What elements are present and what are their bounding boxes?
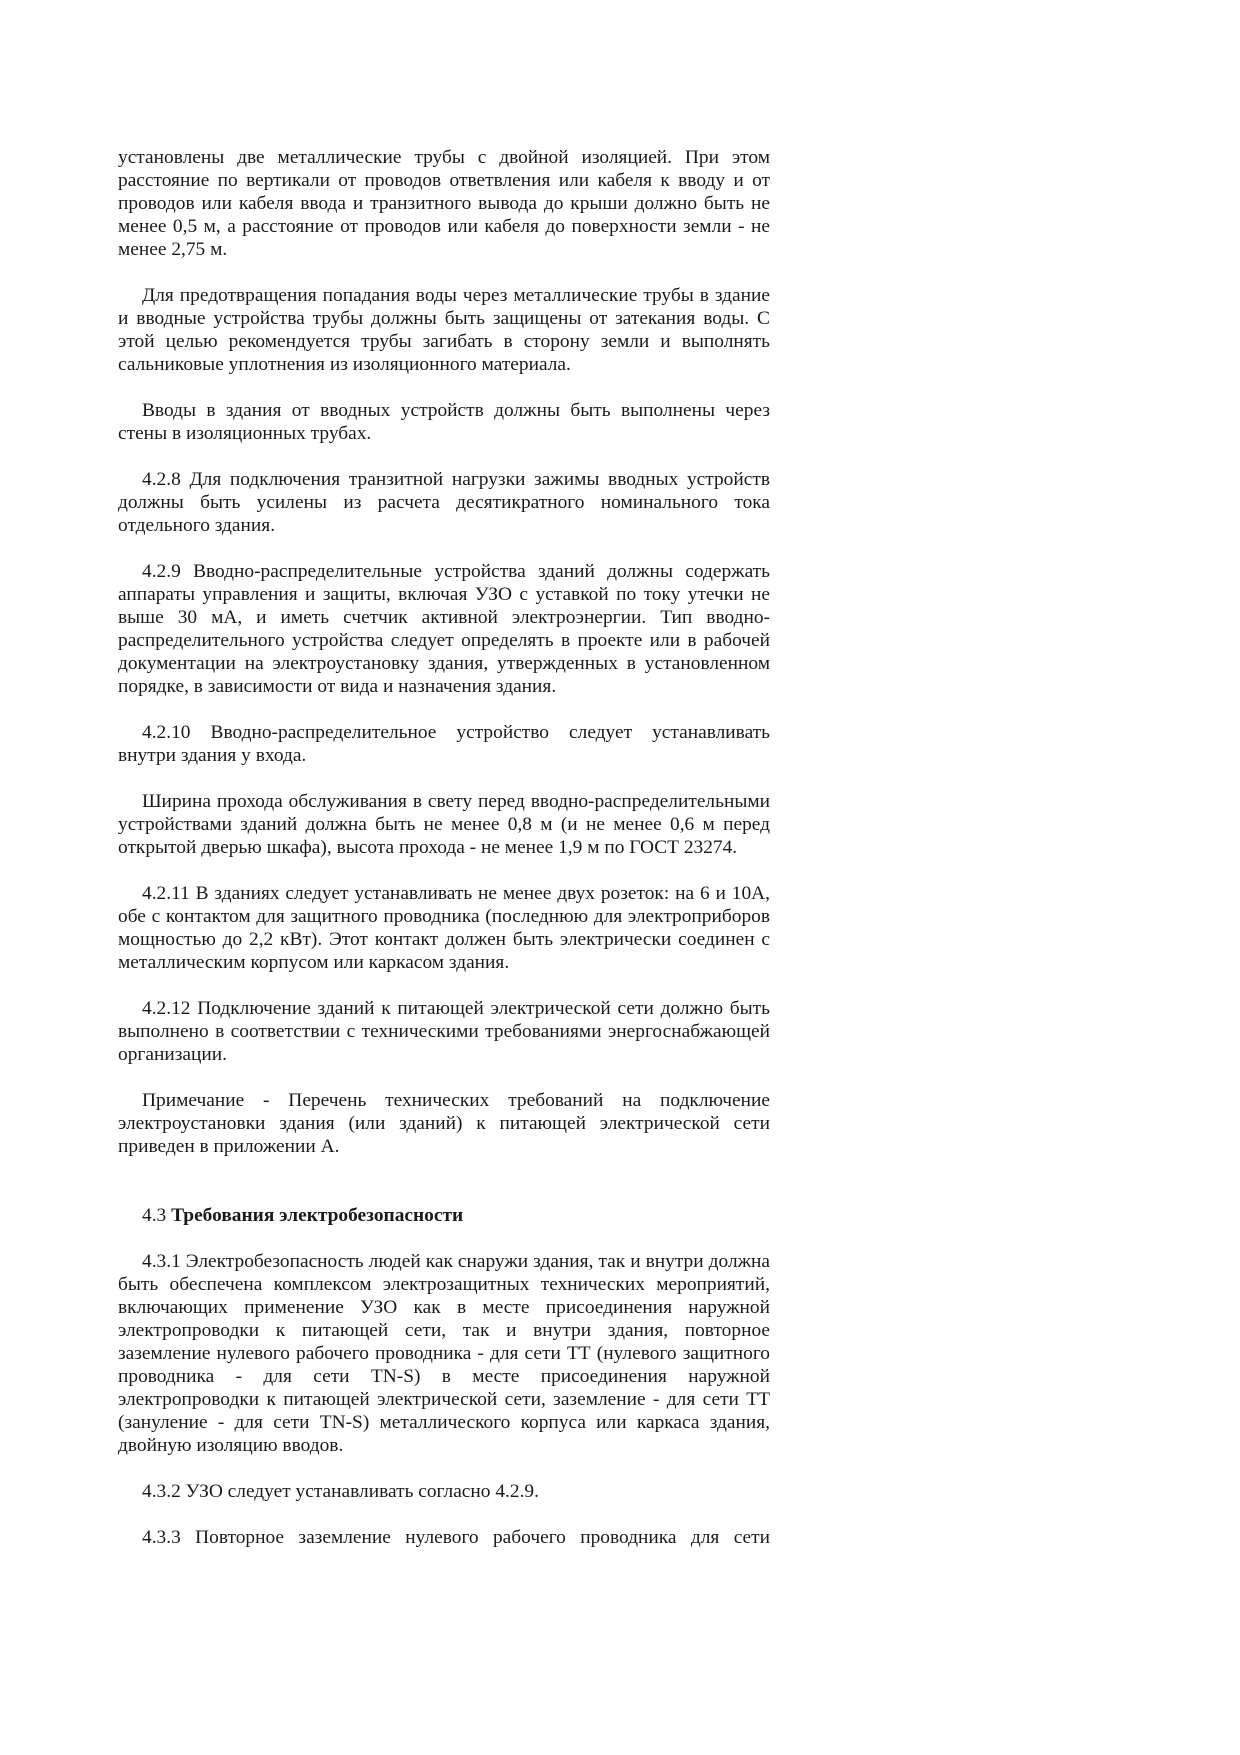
document-page	[118, 146, 770, 1549]
spacer	[118, 767, 770, 790]
spacer	[118, 376, 770, 399]
paragraph-water-protection: Для предотвращения попадания воды через металлические трубы в здание и вводные устройства трубы должны быть защищены от затекания воды. С этой целью рекомендуется трубы загибать в сторону земли и выполнять сальниковые уплотнения из изоляционного материала.	[118, 285, 770, 375]
section-number: 4.3	[142, 1205, 172, 1226]
paragraph-4-3-2: 4.3.2 УЗО следует устанавливать согласно 4.2.9.	[142, 1481, 539, 1502]
spacer	[118, 537, 770, 560]
spacer	[118, 974, 770, 997]
spacer	[118, 698, 770, 721]
spacer	[118, 1158, 770, 1204]
paragraph-4-2-8: 4.2.8 Для подключения транзитной нагрузки зажимы вводных устройств должны быть усилены из расчета десятикратного номинального тока отдельного здания.	[118, 469, 770, 536]
spacer	[118, 1457, 770, 1480]
paragraph-4-2-12: 4.2.12 Подключение зданий к питающей электрической сети должно быть выполнено в соответствии с техническими требованиями энергоснабжающей организации.	[118, 998, 770, 1065]
paragraph-wall-inputs: Вводы в здания от вводных устройств должны быть выполнены через стены в изоляционных трубах.	[118, 400, 770, 444]
paragraph-passage-width: Ширина прохода обслуживания в свету перед вводно-распределительными устройствами зданий должна быть не менее 0,8 м (и не менее 0,6 м перед открытой дверью шкафа), высота прохода - не менее 1,9 м по ГОСТ 23274.	[118, 791, 770, 858]
spacer	[118, 261, 770, 284]
paragraph-4-3-3: 4.3.3 Повторное заземление нулевого рабочего проводника для сети	[142, 1527, 770, 1548]
spacer	[118, 445, 770, 468]
paragraph-4-2-10: 4.2.10 Вводно-распределительное устройство следует устанавливать внутри здания у входа.	[118, 722, 770, 766]
section-title: Требования электробезопасности	[171, 1205, 464, 1226]
spacer	[118, 859, 770, 882]
paragraph-pipes-insulation: установлены две металлические трубы с двойной изоляцией. При этом расстояние по вертикали от проводов ответвления или кабеля к вводу и от проводов или кабеля ввода и транзитного вывода до крыши должно быть не менее 0,5 м, а расстояние от проводов или кабеля до поверхности земли - не менее 2,75 м.	[118, 147, 770, 260]
spacer	[118, 1227, 770, 1250]
paragraph-4-3-1: 4.3.1 Электробезопасность людей как снаружи здания, так и внутри должна быть обеспечена комплексом электрозащитных технических мероприятий, включающих применение УЗО как в месте присоединения наружной электропроводки к питающей сети, так и внутри здания, повторное заземление нулевого рабочего проводника - для сети ТТ (нулевого защитного проводника - для сети TN-S) в месте присоединения наружной электропроводки к питающей электрической сети, заземление - для сети ТТ (зануление - для сети TN-S) металлического корпуса или каркаса здания, двойную изоляцию вводов.	[118, 1251, 770, 1456]
spacer	[118, 1503, 770, 1526]
paragraph-note: Примечание - Перечень технических требований на подключение электроустановки здания (или зданий) к питающей электрической сети приведен в приложении А.	[118, 1090, 770, 1157]
section-heading	[118, 1204, 770, 1227]
paragraph-4-2-11: 4.2.11 В зданиях следует устанавливать не менее двух розеток: на 6 и 10А, обе с контактом для защитного проводника (последнюю для электроприборов мощностью до 2,2 кВт). Этот контакт должен быть электрически соединен с металлическим корпусом или каркасом здания.	[118, 883, 770, 973]
spacer	[118, 1066, 770, 1089]
paragraph-4-2-9: 4.2.9 Вводно-распределительные устройства зданий должны содержать аппараты управления и защиты, включая УЗО с уставкой по току утечки не выше 30 мА, и иметь счетчик активной электроэнергии. Тип вводно-распределительного устройства следует определять в проекте или в рабочей документации на электроустановку здания, утвержденных в установленном порядке, в зависимости от вида и назначения здания.	[118, 561, 770, 697]
